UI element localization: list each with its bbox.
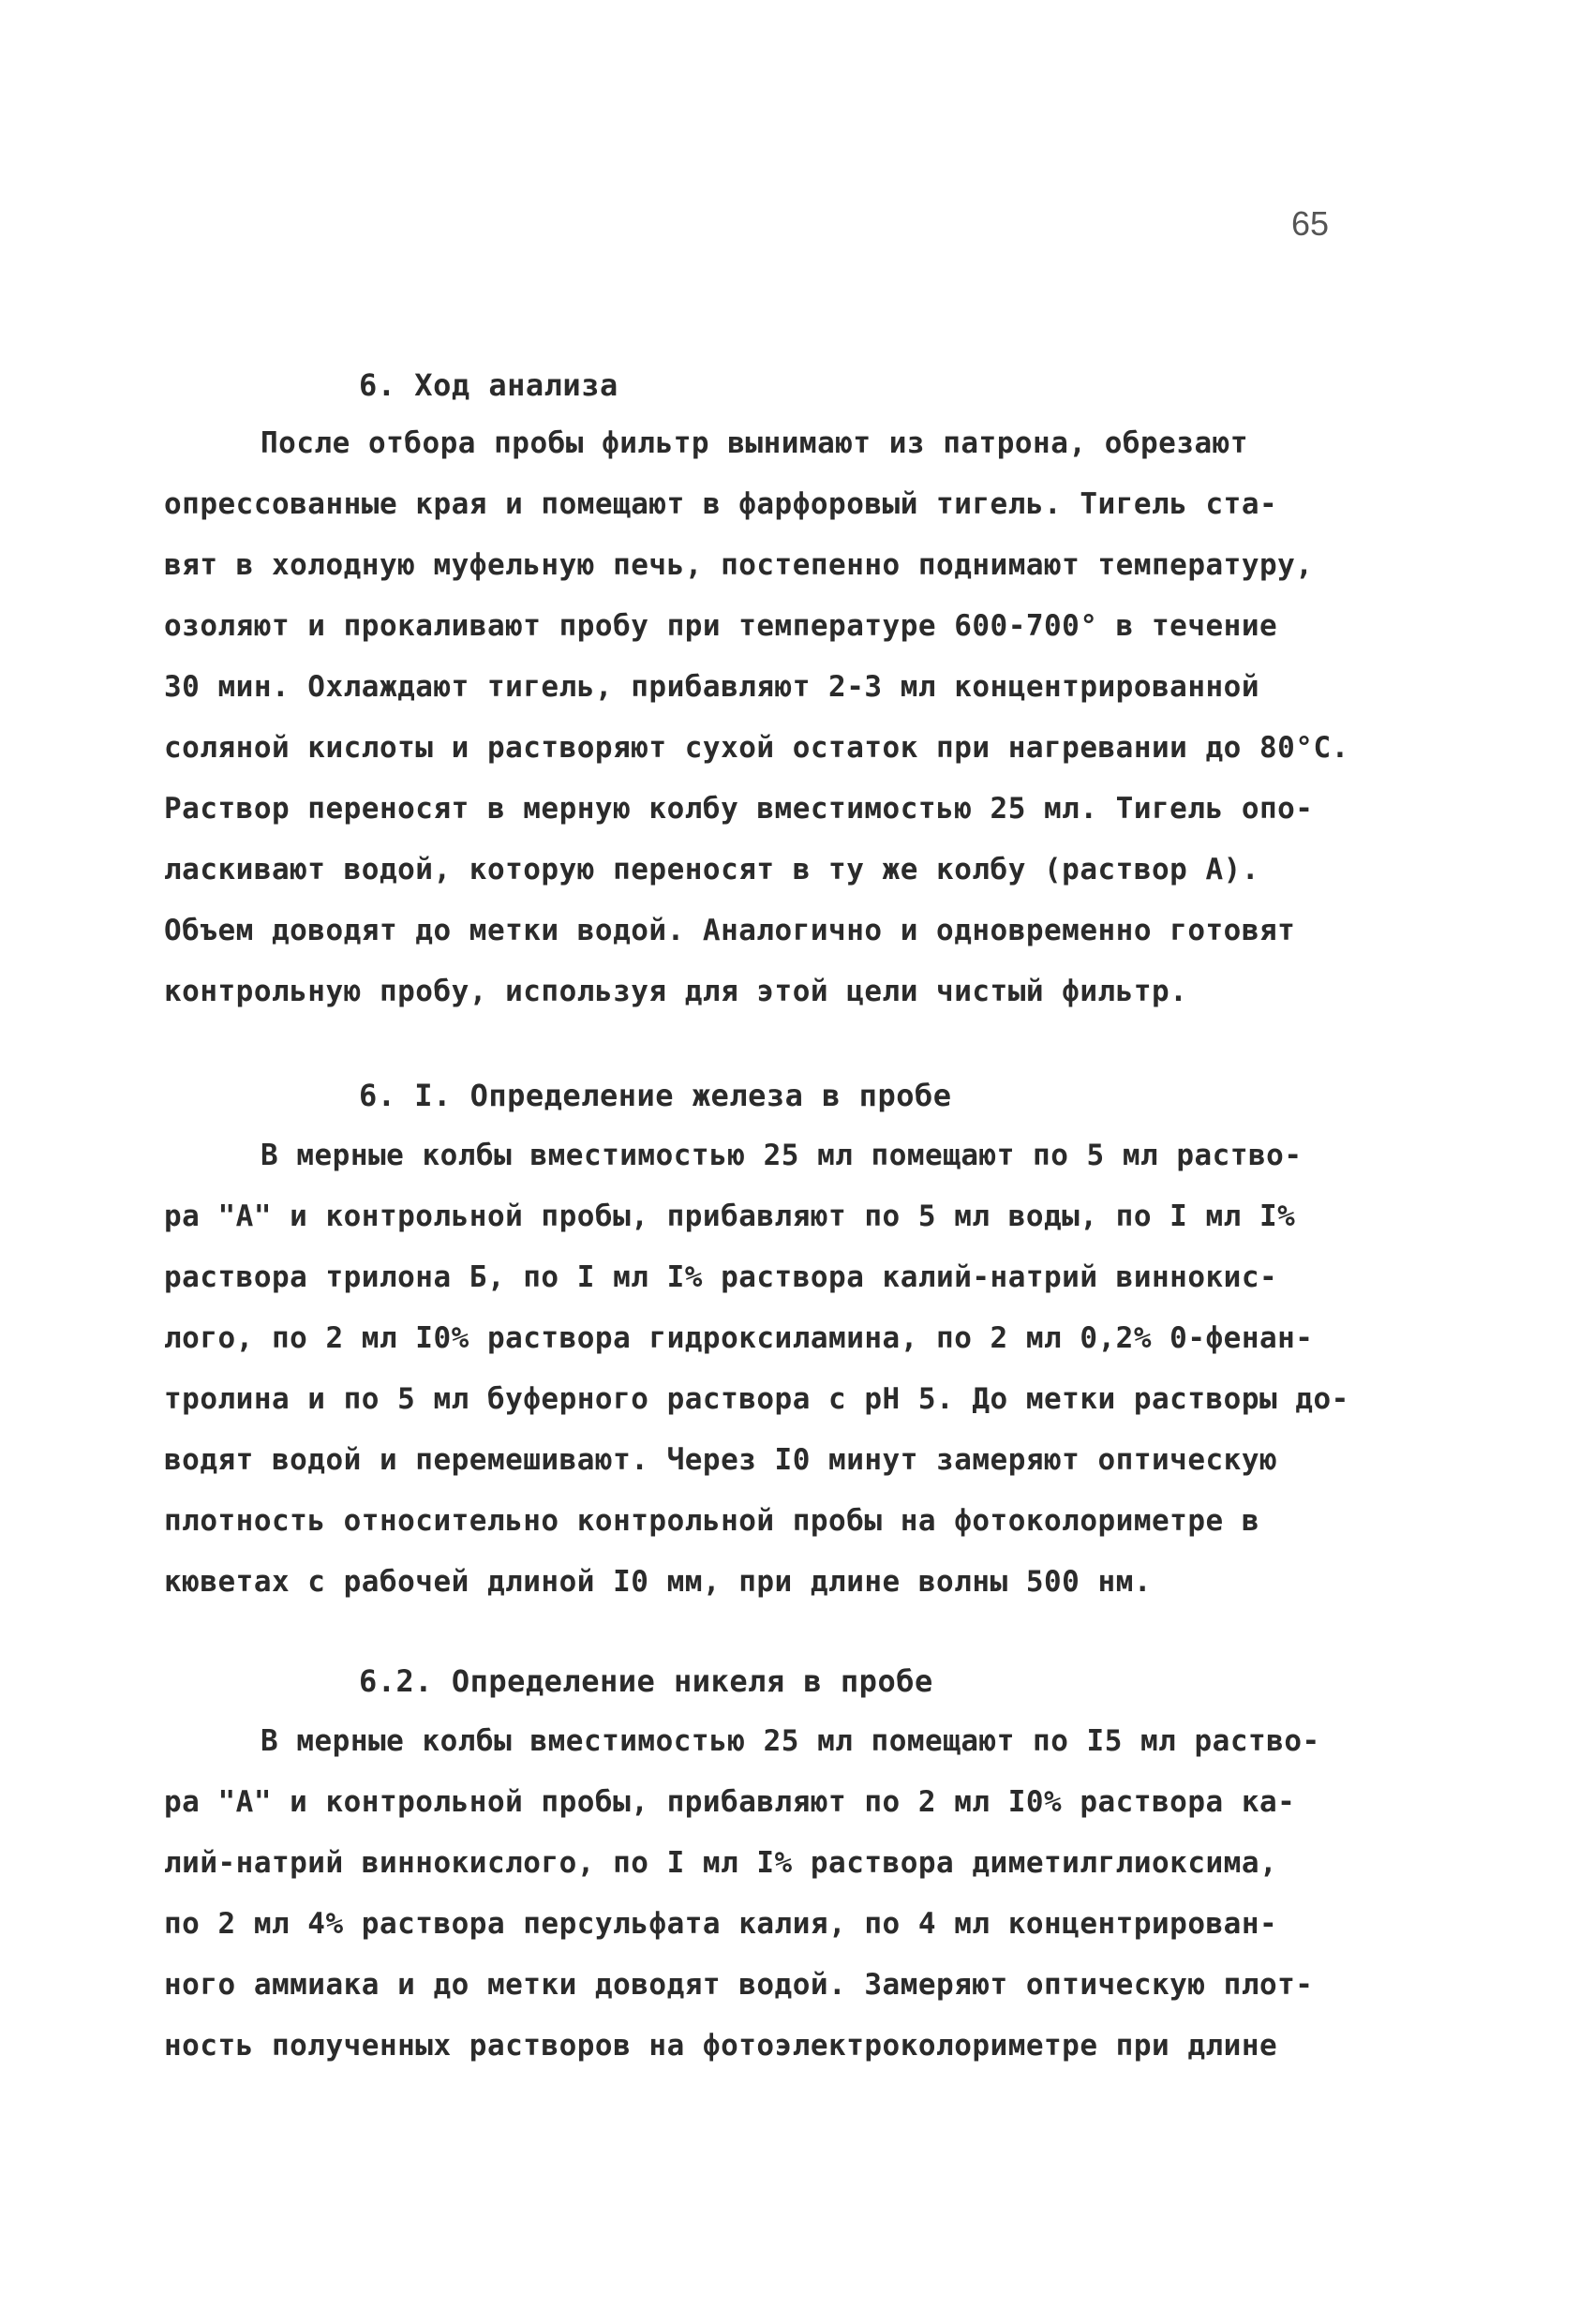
paragraph-line: Объем доводят до метки водой. Аналогично и одновременно готовят [164, 914, 1296, 947]
paragraph-line: В мерные колбы вместимостью 25 мл помещают по 5 мл раство- [261, 1139, 1303, 1172]
paragraph-line: После отбора пробы фильтр вынимают из патрона, обрезают [261, 426, 1248, 460]
paragraph-line: контрольную пробу, используя для этой цели чистый фильтр. [164, 975, 1188, 1008]
paragraph-line: В мерные колбы вместимостью 25 мл помещают по I5 мл раство- [261, 1724, 1320, 1758]
paragraph-line: тролина и по 5 мл буферного раствора с рН 5. До метки растворы до- [164, 1382, 1349, 1416]
paragraph-line: озоляют и прокаливают пробу при температуре 600-700° в течение [164, 609, 1278, 643]
paragraph-line: ра "А" и контрольной пробы, прибавляют по 2 мл I0% раствора ка- [164, 1785, 1296, 1819]
paragraph-line: плотность относительно контрольной пробы на фотоколориметре в [164, 1504, 1259, 1538]
paragraph-line: 30 мин. Охлаждают тигель, прибавляют 2-3 мл концентрированной [164, 670, 1259, 704]
paragraph-line: ность полученных растворов на фотоэлектроколориметре при длине [164, 2029, 1278, 2063]
paragraph-line: вят в холодную муфельную печь, постепенно поднимают температуру, [164, 548, 1314, 582]
paragraph-line: ного аммиака и до метки доводят водой. Замеряют оптическую плот- [164, 1968, 1314, 2002]
paragraph-line: соляной кислоты и растворяют сухой остаток при нагревании до 80°С. [164, 731, 1349, 765]
section-heading-nickel: 6.2. Определение никеля в пробе [359, 1663, 933, 1699]
section-heading-analysis: 6. Ход анализа [359, 367, 618, 403]
section-heading-iron: 6. I. Определение железа в пробе [359, 1078, 952, 1113]
paragraph-line: опрессованные края и помещают в фарфоровый тигель. Тигель ста- [164, 487, 1278, 521]
page-number: 65 [1291, 204, 1330, 243]
paragraph-line: лий-натрий виннокислого, по I мл I% раствора диметилглиоксима, [164, 1846, 1278, 1880]
paragraph-line: по 2 мл 4% раствора персульфата калия, по 4 мл концентрирован- [164, 1907, 1278, 1941]
paragraph-line: ра "А" и контрольной пробы, прибавляют по 5 мл воды, по I мл I% [164, 1199, 1296, 1233]
paragraph-line: лого, по 2 мл I0% раствора гидроксиламина, по 2 мл 0,2% 0-фенан- [164, 1321, 1314, 1355]
paragraph-line: Раствор переносят в мерную колбу вместимостью 25 мл. Тигель опо- [164, 792, 1314, 826]
paragraph-line: раствора трилона Б, по I мл I% раствора калий-натрий виннокис- [164, 1260, 1278, 1294]
paragraph-line: ласкивают водой, которую переносят в ту же колбу (раствор А). [164, 853, 1259, 886]
paragraph-line: кюветах с рабочей длиной I0 мм, при длине волны 500 нм. [164, 1565, 1152, 1599]
paragraph-line: водят водой и перемешивают. Через I0 минут замеряют оптическую [164, 1443, 1278, 1477]
